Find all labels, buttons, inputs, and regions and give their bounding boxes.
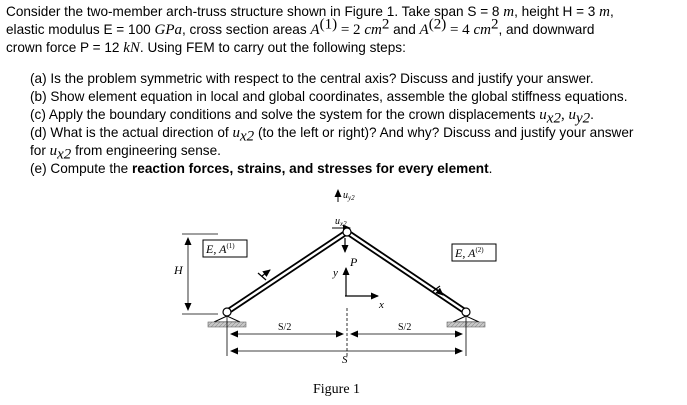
step-text: .: [590, 107, 594, 123]
displacement-symbol: u: [568, 107, 576, 124]
figure-caption: Figure 1: [313, 382, 361, 397]
intro-text: and: [389, 22, 420, 37]
step-text: for: [30, 143, 50, 159]
unit-m: m: [599, 4, 610, 20]
unit-square: 2: [490, 16, 499, 33]
area-value: = 4: [446, 22, 474, 38]
step-text: ,: [560, 107, 569, 124]
intro-text: . Using FEM to carry out the following steps:: [139, 40, 406, 55]
step-list: [30, 70, 684, 179]
x-axis-label: x: [379, 299, 384, 311]
area-symbol: A: [310, 22, 320, 38]
right-support-pin: [462, 308, 470, 316]
displacement-symbol: u: [49, 143, 58, 160]
crown-node: [343, 228, 351, 236]
intro-text: , and downward: [498, 22, 595, 37]
step-text: (to the left or right)? And why? Discuss and justify your answer: [254, 125, 634, 141]
intro-line-2: [6, 16, 684, 39]
displacement-symbol: u: [232, 125, 240, 142]
intro-text: crown force P = 12: [6, 40, 124, 55]
unit-kn: kN: [123, 40, 140, 56]
unit-m: m: [503, 4, 515, 20]
step-emphasis: reaction forces, strains, and stresses for every element: [132, 161, 489, 177]
step-d: [30, 124, 684, 145]
ux2-label: $u_{x2}$: [335, 216, 347, 228]
step-text: (d) What is the actual direction of: [30, 125, 233, 141]
step-text: (e) Compute the: [30, 161, 132, 177]
displacement-subscript: y2: [575, 110, 591, 127]
element-2-bar-inner: [347, 232, 466, 312]
intro-line-1: [6, 3, 684, 21]
area-superscript: (1): [319, 16, 338, 33]
step-text: from engineering sense.: [71, 143, 221, 159]
area-value: = 2: [337, 22, 365, 38]
height-label: H: [174, 263, 183, 277]
step-c: [30, 106, 684, 127]
displacement-subscript: x2: [546, 110, 561, 127]
intro-text: , height H = 3: [514, 4, 600, 19]
intro-text: ,: [609, 4, 614, 19]
displacement-symbol: u: [539, 107, 547, 124]
load-label: P: [350, 255, 358, 269]
unit-cm: cm: [364, 22, 382, 38]
step-b: (b) Show element equation in local and global coordinates, assemble the global stiffness equations.: [30, 89, 628, 105]
step-e: [30, 160, 684, 178]
element-1-axis-arrow: [262, 270, 270, 276]
truss-diagram: [170, 188, 500, 400]
step-d-continued: [30, 142, 684, 164]
y-axis-label: y: [333, 267, 338, 279]
uy2-label: $u_{y2}$: [343, 190, 355, 202]
intro-text: elastic modulus E = 100: [6, 22, 155, 37]
intro-text: , cross section areas: [181, 22, 311, 37]
left-support-pin: [223, 308, 231, 316]
step-text: (c) Apply the boundary conditions and solve the system for the crown displacements: [30, 107, 540, 123]
element-2-label: E, $A^{(2)}$: [455, 246, 484, 260]
unit-cm: cm: [473, 22, 491, 38]
area-superscript: (2): [428, 16, 447, 33]
half-span-right-label: S/2: [398, 322, 412, 333]
intro-line-3: [6, 39, 684, 57]
truss-figure: [170, 188, 500, 400]
intro-text: Consider the two-member arch-truss structure shown in Figure 1. Take span S = 8: [6, 4, 504, 19]
unit-gpa: GPa: [154, 22, 182, 38]
displacement-subscript: x2: [57, 147, 72, 164]
displacement-subscript: x2: [240, 129, 255, 145]
problem-statement: [6, 3, 684, 57]
element-1-label: E, $A^{(1)}$: [206, 242, 235, 256]
step-a: (a) Is the problem symmetric with respect to the central axis? Discuss and justify your answer.: [30, 71, 594, 86]
area-symbol: A: [419, 22, 429, 38]
unit-square: 2: [381, 16, 390, 33]
half-span-left-label: S/2: [278, 322, 292, 333]
step-text: .: [488, 161, 493, 177]
span-label: S: [342, 354, 348, 366]
